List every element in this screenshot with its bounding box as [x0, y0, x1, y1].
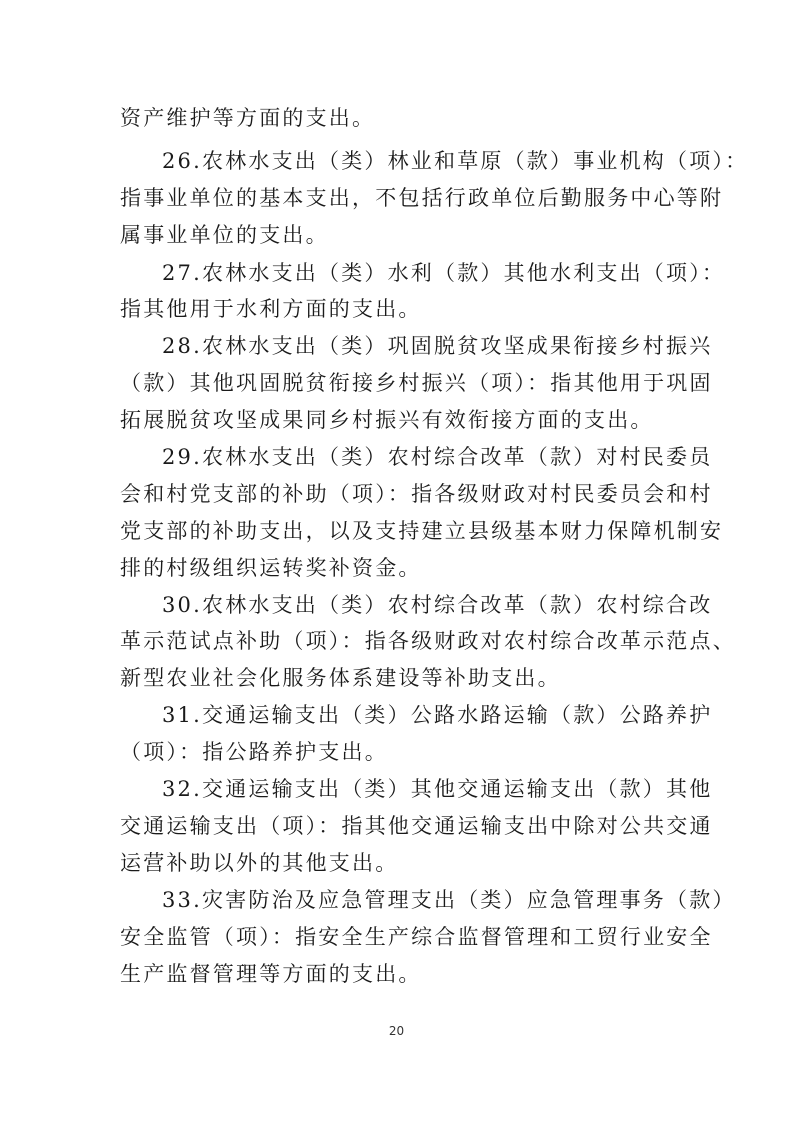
text-line: 31.交通运输支出（类）公路水路运输（款）公路养护	[162, 703, 713, 727]
text-line: 排的村级组织运转奖补资金。	[120, 556, 422, 580]
text-line: 26.农林水支出（类）林业和草原（款）事业机构（项）：	[162, 149, 749, 173]
text-line: 安全监管（项）：指安全生产综合监督管理和工贸行业安全	[120, 925, 713, 949]
text-line: 拓展脱贫攻坚成果同乡村振兴有效衔接方面的支出。	[120, 408, 654, 432]
text-line: 会和村党支部的补助（项）：指各级财政对村民委员会和村	[120, 482, 713, 506]
text-line: 27.农林水支出（类）水利（款）其他水利支出（项）：	[162, 261, 726, 285]
text-line: 革示范试点补助（项）：指各级财政对农村综合改革示范点、	[120, 629, 736, 653]
text-line: 党支部的补助支出，以及支持建立县级基本财力保障机制安	[120, 519, 724, 543]
text-line: 属事业单位的支出。	[120, 223, 329, 247]
text-line: （项）：指公路养护支出。	[120, 740, 388, 764]
text-line: 29.农林水支出（类）农村综合改革（款）对村民委员	[162, 445, 713, 469]
text-line: 28.农林水支出（类）巩固脱贫攻坚成果衔接乡村振兴	[162, 334, 713, 358]
text-line: 运营补助以外的其他支出。	[120, 851, 399, 875]
text-line: 30.农林水支出（类）农村综合改革（款）农村综合改	[162, 593, 713, 617]
text-line: 生产监督管理等方面的支出。	[120, 962, 422, 986]
text-line: 32.交通运输支出（类）其他交通运输支出（款）其他	[162, 777, 713, 801]
text-line: （款）其他巩固脱贫衔接乡村振兴（项）：指其他用于巩固	[120, 371, 713, 395]
text-line: 新型农业社会化服务体系建设等补助支出。	[120, 666, 561, 690]
text-line: 资产维护等方面的支出。	[120, 106, 376, 130]
text-line: 指其他用于水利方面的支出。	[120, 297, 422, 321]
text-line: 指事业单位的基本支出，不包括行政单位后勤服务中心等附	[120, 186, 724, 210]
page-number: 20	[388, 1024, 405, 1038]
text-line: 交通运输支出（项）：指其他交通运输支出中除对公共交通	[120, 814, 713, 838]
text-line: 33.灾害防治及应急管理支出（类）应急管理事务（款）	[162, 888, 736, 912]
